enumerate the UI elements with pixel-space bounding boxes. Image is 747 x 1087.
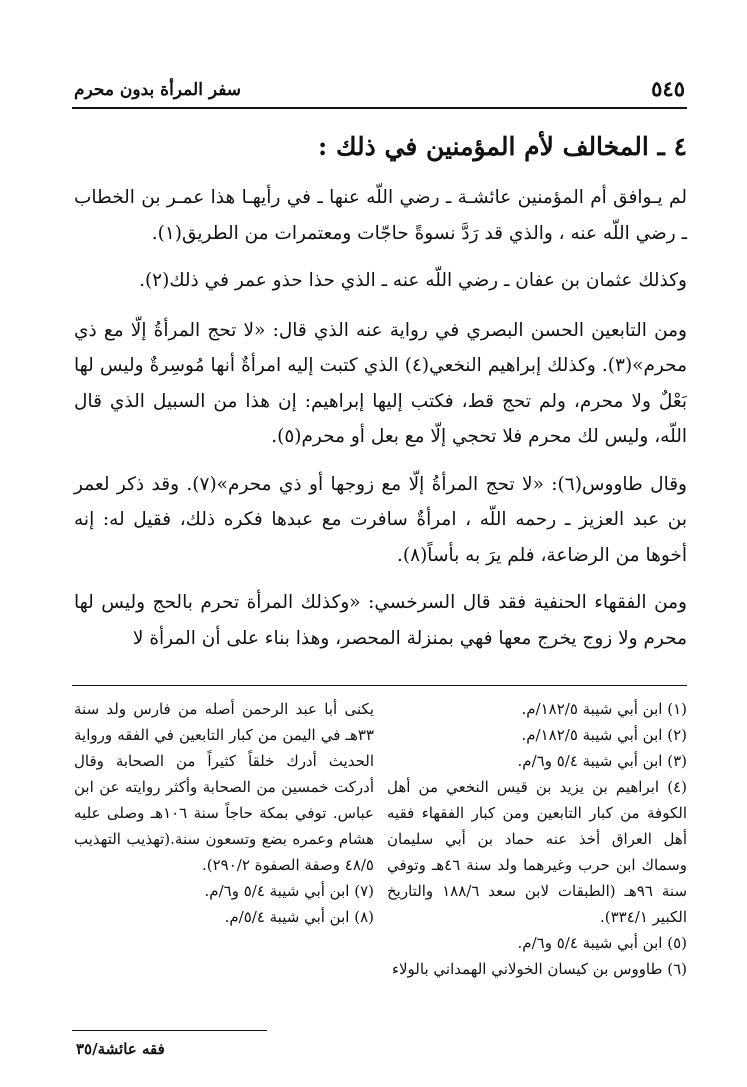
footnote: (٦) طاووس بن كيسان الخولاني الهمداني بالولاء: [391, 960, 687, 978]
paragraph: ومن التابعين الحسن البصري في رواية عنه الذي قال: «لا تحج المرأةُ إلّا مع ذي محرم»(٣). وكذلك إبراهيم النخعي(٤) الذي كتبت إليه امرأةٌ أنها مُوسِرةٌ وليس لها بَعْلٌ ولا محرم، ولم تحج قط، فكتب إليها إبراهيم: إن هذا من السبيل الذي قال اللّه، وليس لك محرم فلا تحجي إلّا مع بعل أو محرم(٥).: [74, 319, 687, 447]
footnote: (٣) ابن أبي شيبة ٥/٤ و٦/م.: [517, 752, 687, 770]
running-title: سفر المرأة بدون محرم: [74, 80, 242, 100]
footnote: (١) ابن أبي شيبة ١٨٢/٥/م.: [521, 700, 687, 718]
footnote: (٨) ابن أبي شيبة ٥/٤/م.: [224, 908, 374, 926]
section-heading: ٤ ـ المخالف لأم المؤمنين في ذلك :: [318, 132, 687, 161]
footnote: (٤) ابراهيم بن يزيد بن قيس النخعي من أهل الكوفة من كبار التابعين ومن كبار الفقهاء فقيه أهل العراق أخذ عنه حماد بن أبي سليمان وسماك ابن حرب وغيرهما ولد سنة ٤٦هـ وتوفي سنة ٩٦هـ (الطبقات لابن سعد ١٨٨/٦ والتاريخ الكبير ٣٣٤/١).: [387, 778, 688, 926]
footnote-divider: [72, 685, 687, 686]
header-divider: [72, 107, 687, 109]
footer-signature: فقه عائشة/٣٥: [76, 1040, 165, 1058]
footnote: (٢) ابن أبي شيبة ١٨٢/٥/م.: [521, 726, 687, 744]
paragraph: لم يـوافق أم المؤمنين عائشـة ـ رضي اللّه عنها ـ في رأيهـا هذا عمـر بن الخطاب ـ رضي اللّه عنه ، والذي قد رَدَّ نسوةً حاجّات ومعتمرات من الطريق(١).: [74, 187, 687, 244]
main-text: [74, 180, 687, 668]
paragraph: وقال طاووس(٦): «لا تحج المرأةُ إلّا مع زوجها أو ذي محرم»(٧). وقد ذكر لعمر بن عبد العزيز ـ رحمه اللّه ، امرأةٌ سافرت مع عبدها فكره ذلك، فقيل له: إنه أخوها من الرضاعة، فلم يرَ به بأساً(٨).: [74, 473, 687, 566]
footnote-continuation: يكنى أبا عبد الرحمن أصله من فارس ولد سنة ٣٣هـ في اليمن من كبار التابعين في الفقه ورواية الحديث أدرك خلقاً كثيراً من الصحابة وقال أدركت خمسين من الصحابة وأكثر روايته عن ابن عباس. توفي بمكة حاجاً سنة ١٠٦هـ وصلى عليه هشام وعمره بضع وتسعون سنة.(تهذيب التهذيب ٤٨/٥ وصفة الصفوة ٢٩٠/٢).: [74, 700, 374, 874]
footnote: (٥) ابن أبي شيبة ٥/٤ و٦/م.: [517, 934, 687, 952]
footnotes-column-right: [387, 696, 687, 982]
footnotes-column-left: [74, 696, 374, 930]
page-number: ٥٤٥: [651, 76, 685, 101]
paragraph: وكذلك عثمان بن عفان ـ رضي اللّه عنه ـ الذي حذا حذو عمر في ذلك(٢).: [139, 270, 687, 291]
paragraph: ومن الفقهاء الحنفية فقد قال السرخسي: «وكذلك المرأة تحرم بالحج وليس لها محرم ولا زوج يخرج معها فهي بمنزلة المحصر، وهذا بناء على أن المرأة لا: [74, 592, 687, 649]
footnote: (٧) ابن أبي شيبة ٥/٤ و٦/م.: [204, 882, 374, 900]
footer-divider: [72, 1030, 267, 1031]
